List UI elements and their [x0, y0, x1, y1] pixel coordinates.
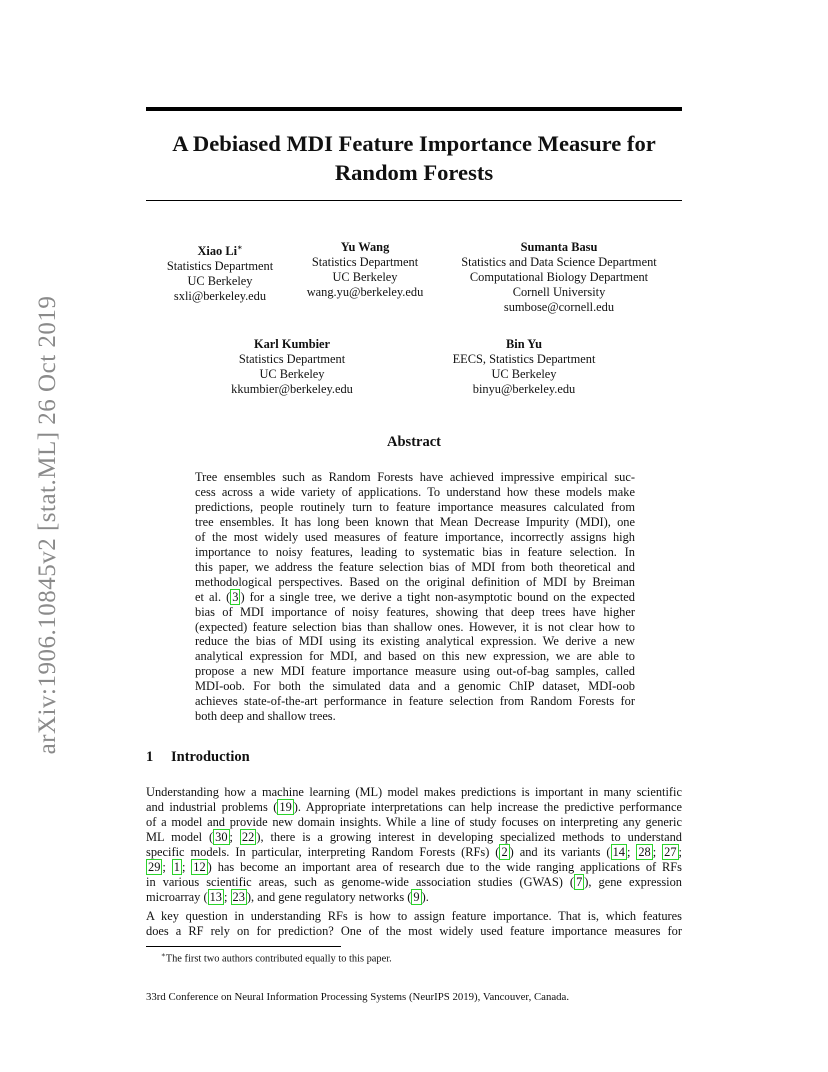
- author-name: Sumanta Basu: [520, 240, 598, 254]
- paragraph-line: microarray ( 13 ; 23 ), and gene regulatory networks ( 9 ).: [146, 890, 429, 904]
- citation-link[interactable]: 29: [148, 860, 161, 874]
- paragraph-line: of a model and provide new domain insights. While a line of study focuses on interpreting any generic: [146, 815, 682, 829]
- citation-link[interactable]: 23: [232, 890, 245, 904]
- abstract-line: predictions, people routinely turn to feature importance measures calculated from: [195, 499, 635, 514]
- paper-title: [146, 129, 682, 187]
- abstract-line: tree ensembles. It has long been known that Mean Decrease Impurity (MDI), one: [195, 514, 635, 529]
- paragraph-line: Understanding how a machine learning (ML) model makes predictions is important in many scientific: [146, 785, 682, 799]
- abstract-line: reduce the bias of MDI using its existing analytical expression. We derive a new: [195, 634, 635, 649]
- abstract-line: bias of MDI importance of noisy features, showing that deep trees have higher: [195, 604, 635, 619]
- paragraph-line: does a RF rely on for prediction? One of the most widely used feature importance measures for: [146, 924, 682, 938]
- abstract-line: this paper, we address the feature selection bias of MDI from both theoretical and: [195, 559, 635, 574]
- paragraph-line: and industrial problems ( 19 ). Appropriate interpretations can help increase the predictive performance: [146, 800, 682, 814]
- author-affiliation: UC Berkeley: [332, 270, 398, 284]
- abstract-line: both deep and shallow trees.: [195, 709, 336, 724]
- abstract-line: importance to noisy features, leading to systematic bias in feature selection. In: [195, 544, 635, 559]
- section-heading: [146, 749, 250, 766]
- footnote-rule: [146, 946, 341, 947]
- author-block: [440, 337, 608, 397]
- abstract-line: (expected) feature selection bias than shallow ones. However, it is not clear how to: [195, 619, 635, 634]
- abstract-heading: Abstract: [387, 434, 441, 450]
- paragraph-line: in various scientific areas, such as genome-wide association studies (GWAS) ( 7 ), gene expression: [146, 875, 682, 889]
- abstract-body: [195, 470, 635, 724]
- author-email[interactable]: binyu@berkeley.edu: [472, 382, 576, 396]
- author-name: Karl Kumbier: [253, 337, 331, 351]
- abstract-line: propose a new MDI feature importance measure using out-of-bag samples, called: [195, 664, 635, 679]
- author-name: Xiao Li: [197, 244, 238, 259]
- author-email[interactable]: wang.yu@berkeley.edu: [306, 285, 424, 299]
- author-affiliation: Statistics Department: [311, 255, 419, 269]
- abstract-line: methodological perspectives. Based on the original definition of MDI by Breiman: [195, 574, 635, 589]
- citation-link[interactable]: 27: [664, 845, 677, 859]
- section-number: 1: [146, 749, 154, 765]
- author-affiliation: EECS, Statistics Department: [452, 352, 596, 366]
- abstract-line: Tree ensembles such as Random Forests have achieved impressive empirical suc-: [195, 470, 635, 484]
- paragraph-line: ML model ( 30 ; 22 ), there is a growing interest in developing specialized methods to understand: [146, 830, 682, 844]
- author-email[interactable]: sumbose@cornell.edu: [503, 300, 615, 314]
- citation-link[interactable]: 12: [193, 860, 206, 874]
- citation-link[interactable]: 30: [215, 830, 228, 844]
- intro-paragraph-2: [146, 909, 682, 939]
- paragraph-line: A key question in understanding RFs is how to assign feature importance. That is, which features: [146, 909, 682, 923]
- author-email[interactable]: kkumbier@berkeley.edu: [231, 382, 353, 396]
- footnote: [161, 951, 392, 964]
- citation-link[interactable]: 13: [209, 890, 222, 904]
- footnote-mark: ∗: [161, 951, 166, 959]
- title-line-2: Random Forests: [334, 160, 494, 185]
- author-email[interactable]: sxli@berkeley.edu: [173, 289, 267, 304]
- author-block: [222, 337, 362, 397]
- venue-line: 33rd Conference on Neural Information Processing Systems (NeurIPS 2019), Vancouver, Canada.: [146, 991, 570, 1003]
- author-affiliation: Computational Biology Department: [469, 270, 649, 284]
- arxiv-stamp: arXiv:1906.10845v2 [stat.ML] 26 Oct 2019: [34, 295, 61, 755]
- author-block: [300, 240, 430, 300]
- author-affiliation: UC Berkeley: [187, 274, 253, 289]
- citation-link[interactable]: 28: [638, 845, 651, 859]
- author-affiliation: Statistics Department: [166, 259, 274, 274]
- author-affiliation: Statistics Department: [238, 352, 346, 366]
- section-title: Introduction: [171, 749, 250, 765]
- citation-link[interactable]: 14: [612, 845, 625, 859]
- author-name: Yu Wang: [340, 240, 390, 254]
- citation-link[interactable]: 9: [413, 890, 420, 904]
- abstract-line: cess across a wide variety of applications. To understand how these models make: [195, 484, 635, 499]
- author-block: [160, 240, 280, 304]
- abstract-line: et al. ( 3 ) for a single tree, we derive a tight non-asymptotic bound on the expected: [195, 589, 635, 604]
- paragraph-line: 29 ; 1 ; 12 ) has become an important area of research due to the wide ranging applications of RFs: [148, 860, 683, 874]
- footnote-text: The first two authors contributed equally to this paper.: [165, 953, 392, 965]
- abstract-line: of the most widely used measures of feature importance, incorrectly assigns high: [195, 529, 635, 544]
- author-affiliation: Statistics and Data Science Department: [461, 255, 657, 269]
- abstract-line: MDI-oob. For both the simulated data and a genomic ChIP dataset, MDI-oob: [195, 679, 635, 694]
- author-name: Bin Yu: [506, 337, 542, 351]
- author-block: [448, 240, 670, 315]
- title-line-1: A Debiased MDI Feature Importance Measure for: [172, 131, 656, 156]
- citation-link[interactable]: 2: [501, 845, 508, 859]
- author-footnote-mark: ∗: [237, 243, 243, 252]
- title-rule-bottom: [146, 200, 682, 201]
- citation-link[interactable]: 3: [232, 589, 239, 604]
- abstract-line: analytical expression for MDI, and based on this new expression, we are able to: [195, 649, 635, 664]
- citation-link[interactable]: 1: [173, 860, 180, 874]
- citation-link[interactable]: 22: [241, 830, 255, 844]
- citation-link[interactable]: 7: [576, 875, 583, 889]
- intro-paragraph-1: [146, 785, 682, 905]
- paragraph-line: specific models. In particular, interpreting Random Forests (RFs) ( 2 ) and its variants ( 14 ; 28 ; 27 ;: [146, 845, 682, 859]
- abstract-line: achieves state-of-the-art performance in feature selection from Random Forests for: [195, 694, 635, 709]
- title-rule-top: [146, 107, 682, 111]
- author-affiliation: UC Berkeley: [259, 367, 325, 381]
- author-affiliation: Cornell University: [512, 285, 606, 299]
- author-affiliation: UC Berkeley: [491, 367, 557, 381]
- citation-link[interactable]: 19: [279, 800, 292, 814]
